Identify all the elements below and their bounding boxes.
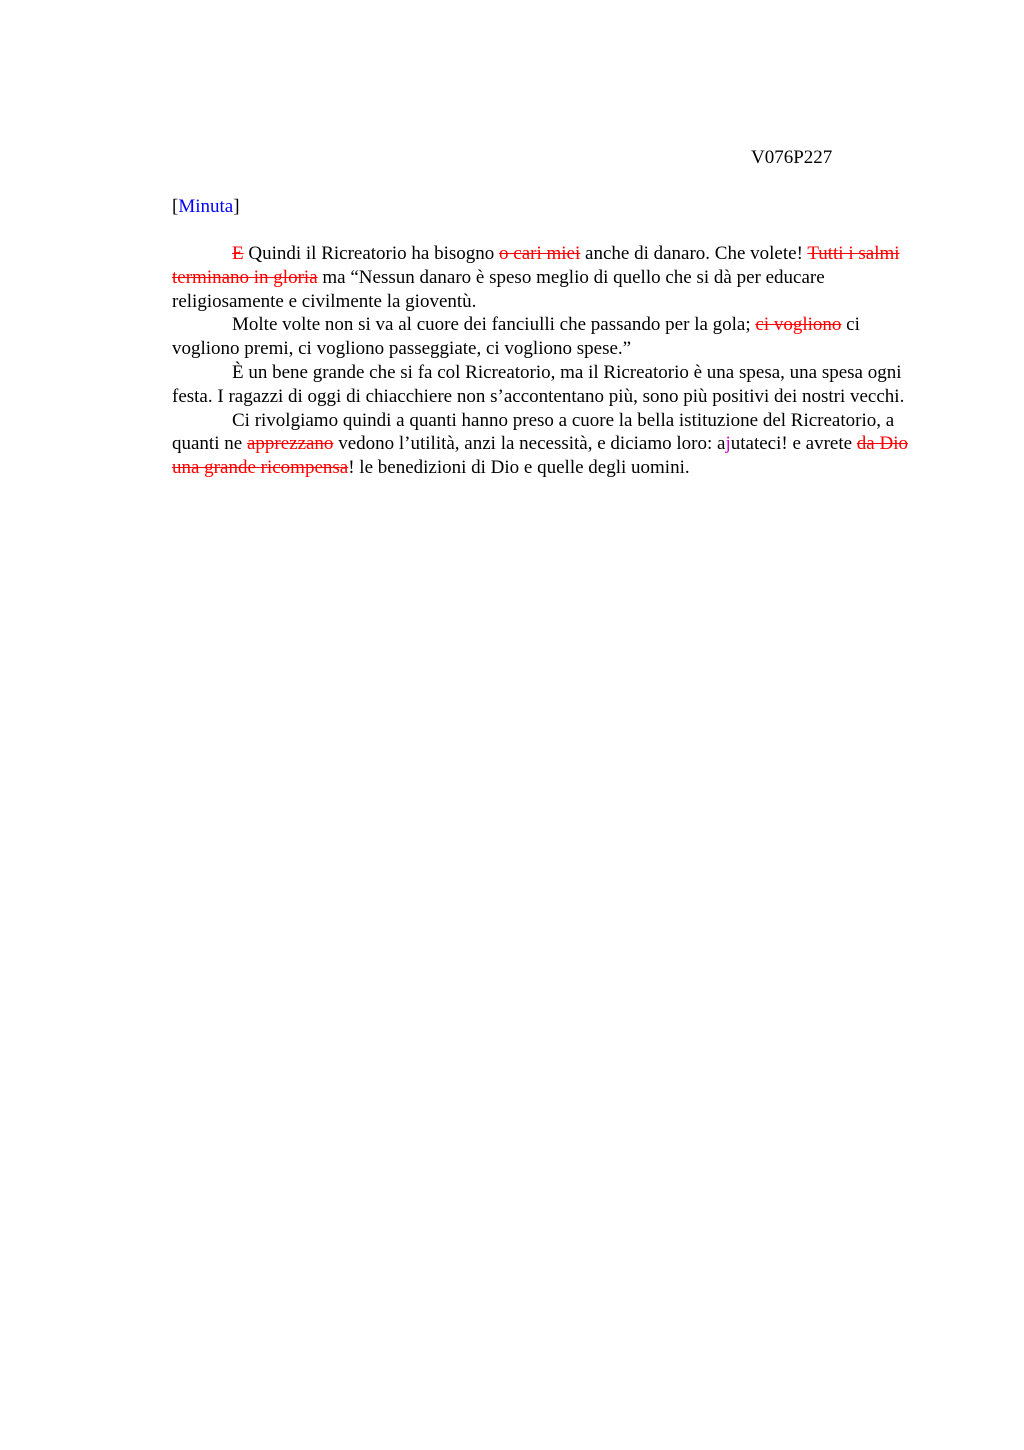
deleted-text: E <box>232 243 244 264</box>
body-text: Molte volte non si va al cuore dei fanciulli che passando per la gola; <box>232 314 756 336</box>
section-label-close-bracket: ] <box>233 196 240 217</box>
body-text: ci vogliono premi, ci vogliono passeggiate, ci vogliono spese.” <box>172 314 860 360</box>
deleted-text: o cari miei <box>499 243 581 264</box>
section-label-text: Minuta <box>178 196 234 217</box>
paragraph-1 <box>172 242 926 313</box>
section-label <box>172 196 240 218</box>
body-text: vedono l’utilità, anzi la necessità, e diciamo loro: a <box>333 433 726 455</box>
deleted-text: apprezzano <box>246 433 334 455</box>
paragraph-4 <box>172 409 926 480</box>
body-text: È un bene grande che si fa col Ricreatorio, ma il Ricreatorio è una spesa, una spesa ogni festa. I ragazzi di oggi di chiacchiere non s’accontentano più, sono più positivi dei nostri vecchi. <box>172 361 905 407</box>
section-label-open-bracket: [ <box>172 196 179 217</box>
document-reference: V076P227 <box>751 147 833 168</box>
paragraph-3 <box>172 361 926 409</box>
deleted-text: Tutti i salmi terminano in gloria <box>172 243 900 288</box>
body-text: Ci rivolgiamo quindi a quanti hanno preso a cuore la bella istituzione del Ricreatorio, a quanti ne <box>172 409 895 455</box>
body-text: anche di danaro. Che volete! <box>580 243 808 264</box>
body-text: ! le benedizioni di Dio e quelle degli uomini. <box>348 457 690 479</box>
body-text: utateci! e avrete <box>730 433 857 455</box>
inserted-text: j <box>725 433 731 455</box>
deleted-text: da Dio una grande ricompensa <box>172 433 908 479</box>
document-body <box>172 242 926 480</box>
deleted-text: ci vogliono <box>755 314 842 336</box>
body-text: ma “Nessun danaro è speso meglio di quello che si dà per educare religiosamente e civilmente la gioventù. <box>172 266 825 312</box>
paragraph-2 <box>172 313 926 361</box>
body-text: Quindi il Ricreatorio ha bisogno <box>243 243 500 264</box>
